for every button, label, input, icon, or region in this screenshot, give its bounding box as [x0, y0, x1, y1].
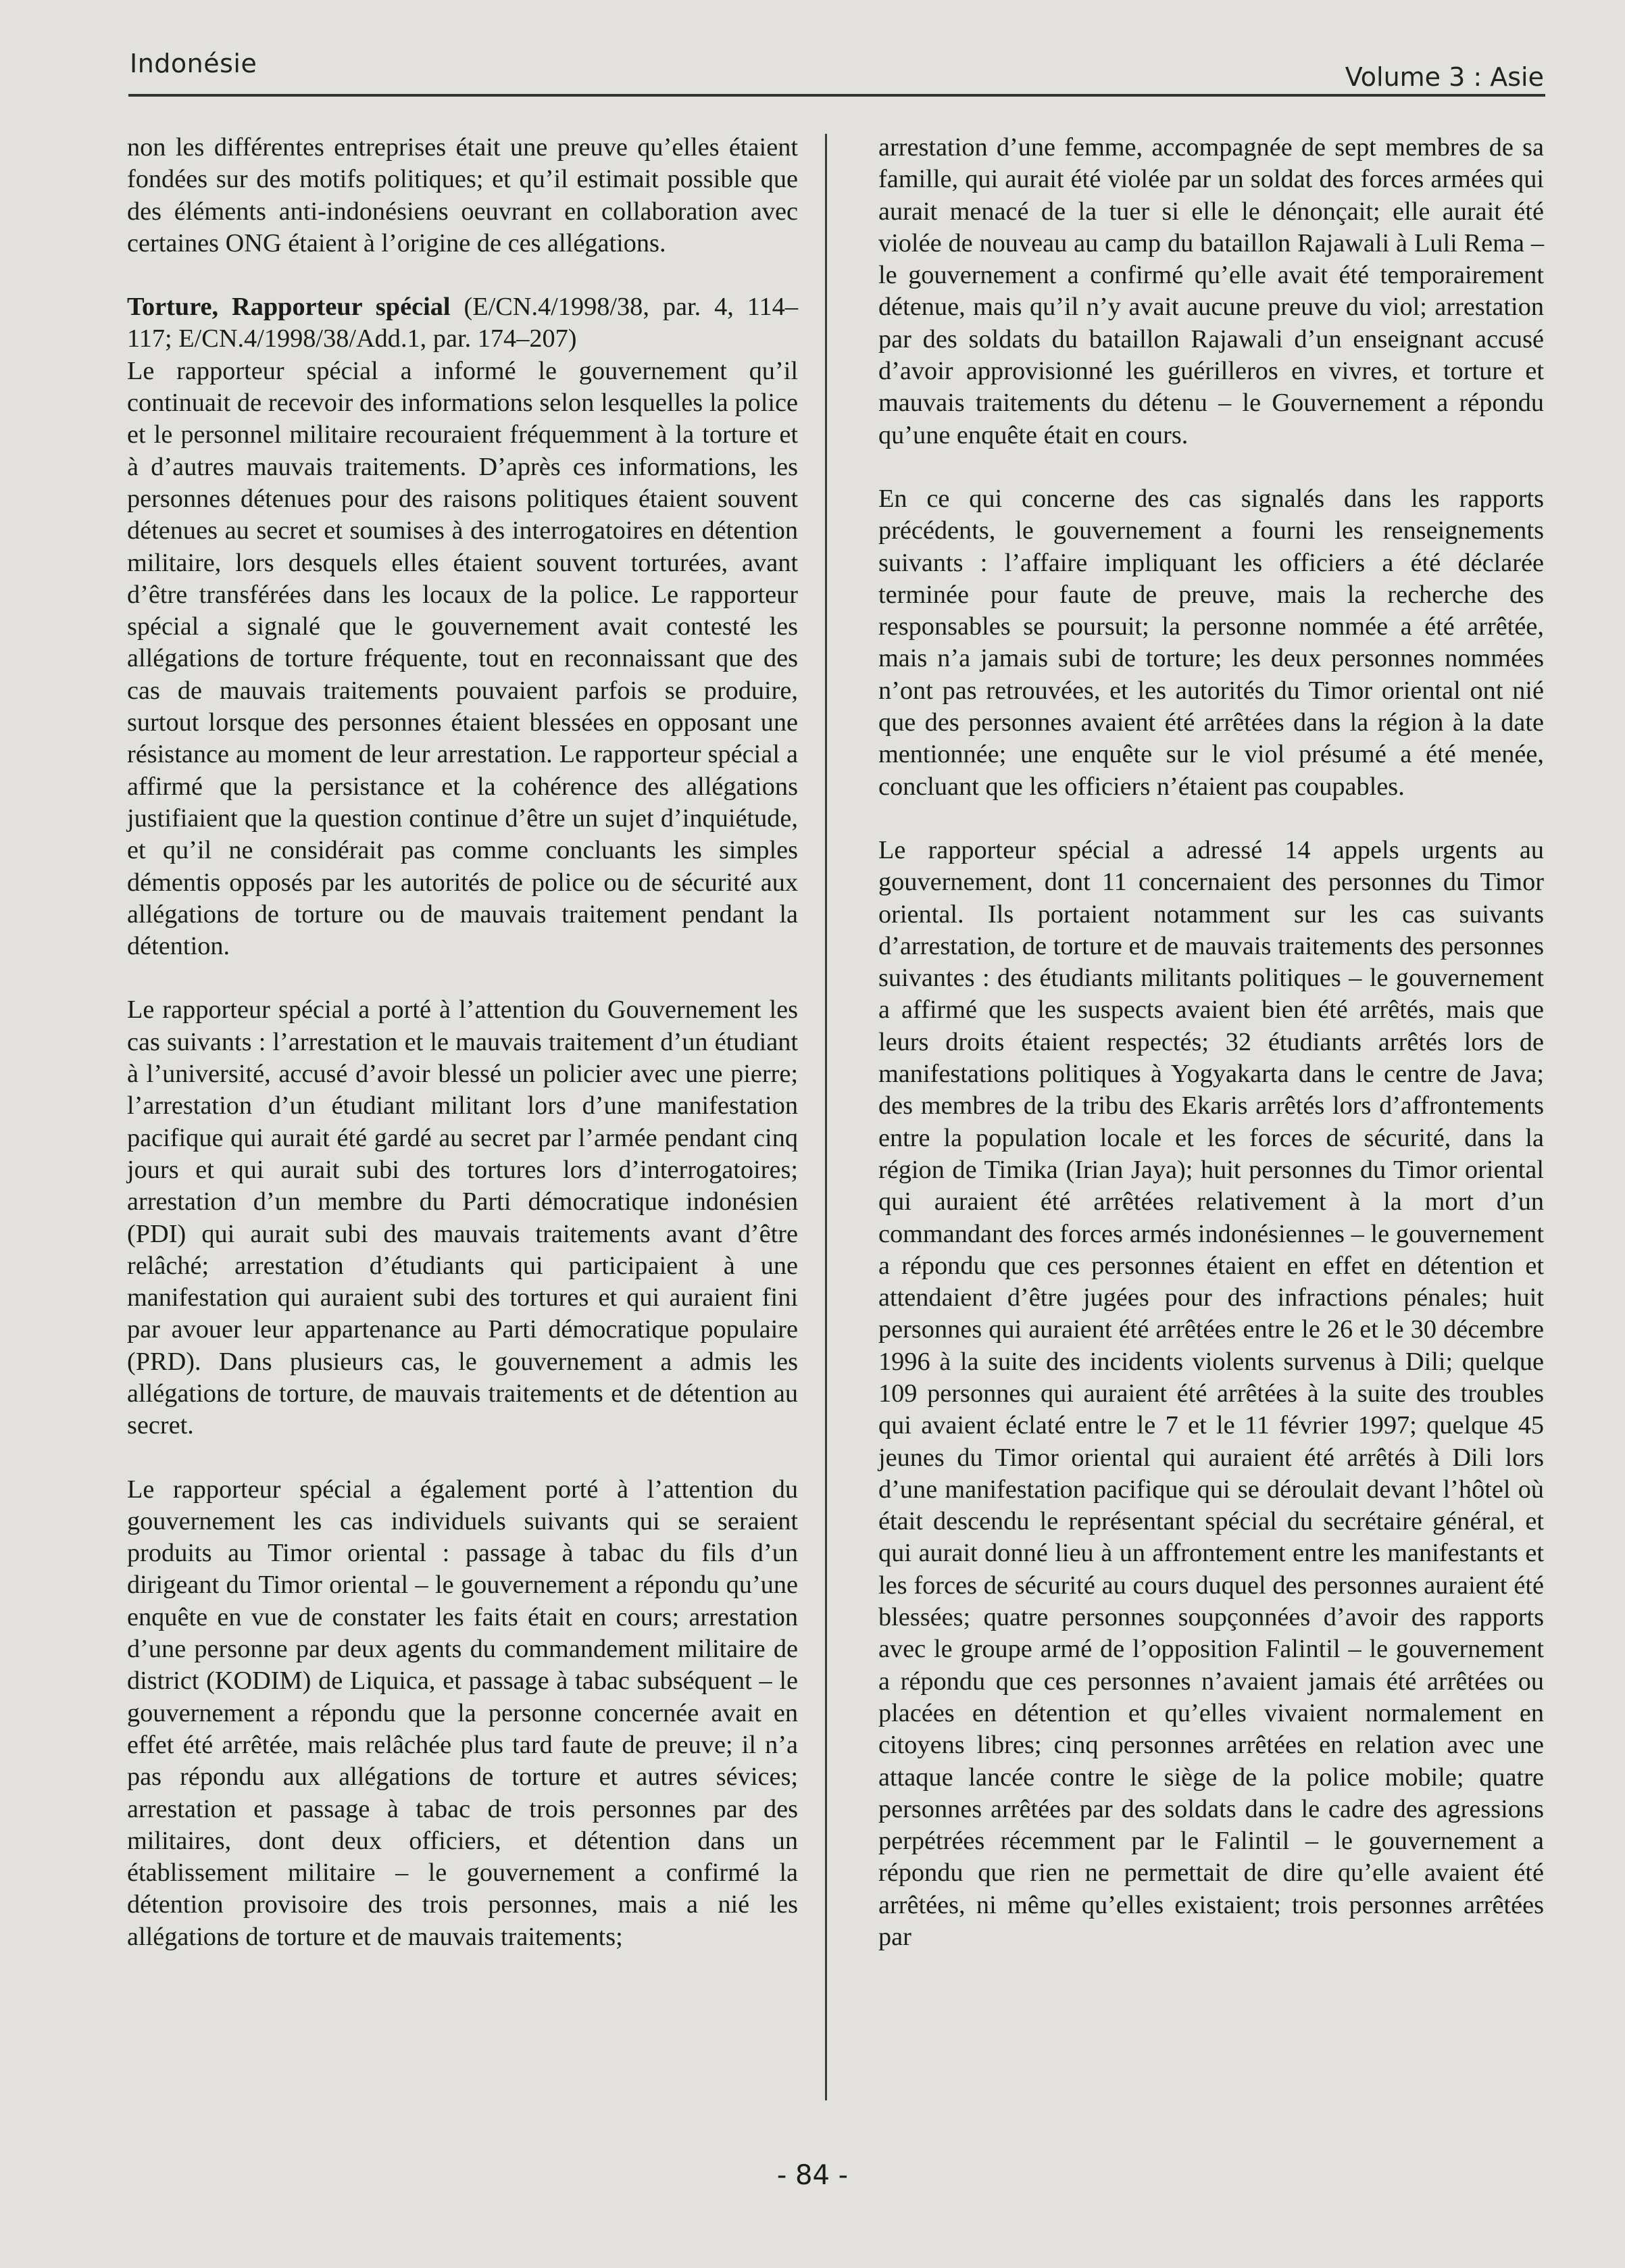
running-header-volume: Volume 3 : Asie — [1345, 62, 1544, 92]
running-header-country: Indonésie — [130, 49, 257, 78]
section-reference: (E/CN.4/1998/38, par. 4, 114–117; E/CN.4/1998/38/Add.1, par. 174–207) — [127, 293, 798, 353]
header-rule — [128, 94, 1545, 97]
right-column — [878, 132, 1544, 1985]
paragraph: arrestation d’une femme, accompagnée de sept membres de sa famille, qui aurait été violée par un soldat des forces armées qui aurait menacé de la tuer si elle le dénonçait; elle aurait été violée de nouveau au camp du bataillon Rajawali à Luli Rema – le gouvernement a confirmé qu’elle avait été temporairement détenue, mais qu’il n’y avait aucune preuve du viol; arrestation par des soldats du bataillon Rajawali d’un enseignant accusé d’avoir approvisionné les guérilleros en vivres, et torture et mauvais traitements du détenu – le Gouvernement a répondu qu’une enquête était en cours. — [878, 133, 1544, 449]
paragraph: non les différentes entreprises était une preuve qu’elles étaient fondées sur des motifs politiques; et qu’il estimait possible que des éléments anti-indonésiens oeuvrant en collaboration avec certaines ONG étaient à l’origine de ces allégations. — [127, 133, 798, 257]
paragraph: Le rapporteur spécial a porté à l’attention du Gouvernement les cas suivants : l’arrestation et le mauvais traitement d’un étudiant à l’université, accusé d’avoir blessé un policier avec une pierre; l’arrestation d’un étudiant militant lors d’une manifestation pacifique qui aurait été gardé au secret par l’armée pendant cinq jours et qui aurait subi des tortures lors d’interrogatoires; arrestation d’un membre du Parti démocratique indonésien (PDI) qui aurait subi des mauvais traitements avant d’être relâché; arrestation d’étudiants qui participaient à une manifestation qui auraient subi des tortures et qui auraient fini par avouer leur appartenance au Parti démocratique populaire (PRD). Dans plusieurs cas, le gouvernement a admis les allégations de torture, de mauvais traitements et de détention au secret. — [127, 995, 798, 1440]
column-divider — [825, 134, 827, 2100]
paragraph: Le rapporteur spécial a également porté à l’attention du gouvernement les cas individuels suivants qui se seraient produits au Timor oriental : passage à tabac du fils d’un dirigeant du Timor oriental – le gouvernement a répondu qu’une enquête en vue de constater les faits était en cours; arrestation d’une personne par deux agents du commandement militaire de district (KODIM) de Liquica, et passage à tabac subséquent – le gouvernement a répondu que la personne concernée avait en effet été arrêtée, mais relâchée plus tard faute de preuve; il n’a pas répondu aux allégations de torture et autres sévices; arrestation et passage à tabac de trois personnes par des militaires, dont deux officiers, et détention dans un établissement militaire – le gouvernement a confirmé la détention provisoire des trois personnes, mais a nié les allégations de torture et de mauvais traitements; — [127, 1475, 798, 1951]
section-paragraph — [127, 291, 798, 355]
paragraph: En ce qui concerne des cas signalés dans les rapports précédents, le gouvernement a fourni les renseignements suivants : l’affaire impliquant les officiers a été déclarée terminée pour faute de preuve, mais la recherche des responsables se poursuit; la personne nommée a été arrêtée, mais n’a jamais subi de torture; les deux personnes nommées n’ont pas retrouvées, et les autorités du Timor oriental ont nié que des personnes avaient été arrêtées dans la région à la date mentionnée; une enquête sur le viol présumé a été menée, concluant que les officiers n’étaient pas coupables. — [878, 484, 1544, 801]
page-number: - 84 - — [776, 2160, 849, 2191]
paragraph: Le rapporteur spécial a informé le gouvernement qu’il continuait de recevoir des informations selon lesquelles la police et le personnel militaire recouraient fréquemment à la torture et à d’autres mauvais traitements. D’après ces informations, les personnes détenues pour des raisons politiques étaient souvent détenues au secret et soumises à des interrogatoires en détention militaire, lors desquels elles étaient souvent torturées, avant d’être transférées dans les locaux de la police. Le rapporteur spécial a signalé que le gouvernement avait contesté les allégations de torture fréquente, tout en reconnaissant que des cas de mauvais traitements pouvaient parfois se produire, surtout lorsque des personnes étaient blessées en opposant une résistance au moment de leur arrestation. Le rapporteur spécial a affirmé que la persistance et la cohérence des allégations justifiaient que la question continue d’être un sujet d’inquiétude, et qu’il ne considérait pas comme concluants les simples démentis opposés par les autorités de police ou de sécurité aux allégations de torture ou de mauvais traitement pendant la détention. — [127, 356, 798, 961]
section-title: Torture, Rapporteur spécial — [127, 293, 451, 322]
paragraph: Le rapporteur spécial a adressé 14 appels urgents au gouvernement, dont 11 concernaient des personnes du Timor oriental. Ils portaient notamment sur les cas suivants d’arrestation, de torture et de mauvais traitements des personnes suivantes : des étudiants militants politiques – le gouvernement a affirmé que les suspects avaient bien été arrêtés, mais que leurs droits étaient respectés; 32 étudiants arrêtés lors de manifestations politiques à Yogyakarta dans le centre de Java; des membres de la tribu des Ekaris arrêtés lors d’affrontements entre la population locale et les forces de sécurité, dans la région de Timika (Irian Jaya); huit personnes du Timor oriental qui auraient été arrêtées relativement à la mort d’un commandant des forces armés indonésiennes – le gouvernement a répondu que ces personnes étaient en effet en détention et attendaient d’être jugées pour des infractions pénales; huit personnes qui auraient été arrêtées entre le 26 et le 30 décembre 1996 à la suite des incidents violents survenus à Dili; quelque 109 personnes qui auraient été arrêtées à la suite des troubles qui avaient éclaté entre le 7 et le 11 février 1997; quelque 45 jeunes du Timor oriental qui auraient été arrêtés à Dili lors d’une manifestation pacifique qui se déroulait devant l’hôtel où était descendu le représentant spécial du secrétaire général, et qui aurait donné lieu à un affrontement entre les manifestants et les forces de sécurité au cours duquel des personnes auraient été blessées; quatre personnes soupçonnées d’avoir des rapports avec le groupe armé de l’opposition Falintil – le gouvernement a répondu que ces personnes n’avaient jamais été arrêtées ou placées en détention et qu’elles vivaient normalement en citoyens libres; cinq personnes arrêtées en relation avec une attaque lancée contre le siège de la police mobile; quatre personnes arrêtées par des soldats dans le cadre des agressions perpétrées récemment par le Falintil – le gouvernement a répondu que rien ne permettait de dire qu’elle avaient été arrêtées, ni même qu’elles existaient; trois personnes arrêtées par — [878, 835, 1544, 1952]
left-column — [127, 132, 798, 1985]
